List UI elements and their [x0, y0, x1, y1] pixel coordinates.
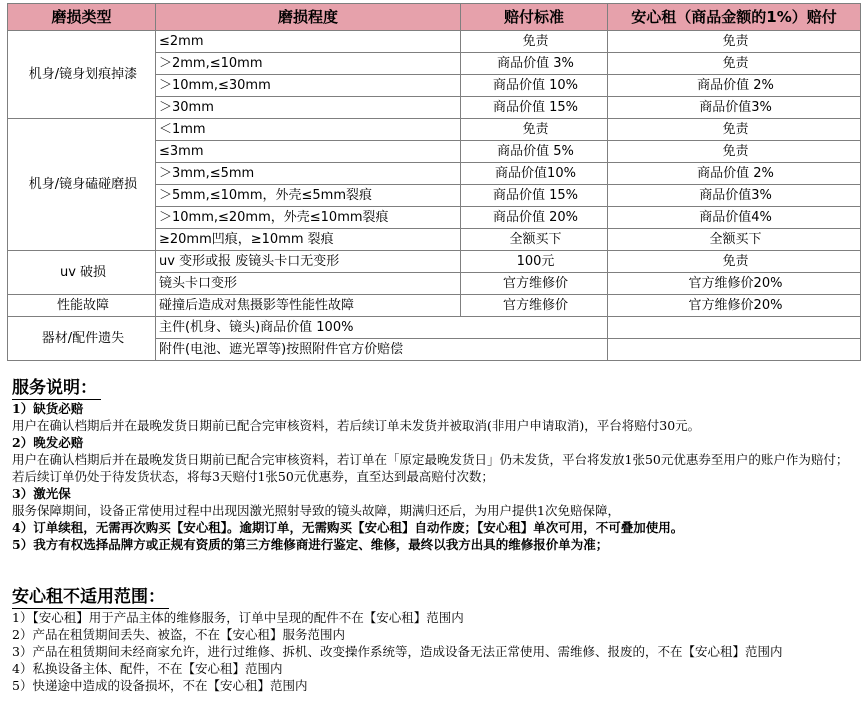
wear-degree-cell: ≤3mm — [156, 141, 461, 163]
wear-degree-cell: ≥20mm凹痕，≥10mm 裂痕 — [156, 229, 461, 251]
table-header-row — [8, 4, 861, 31]
standard-cell: 商品价值 20% — [461, 207, 608, 229]
anxinzu-cell: 官方维修价20% — [608, 295, 861, 317]
anxinzu-cell: 官方维修价20% — [608, 273, 861, 295]
wear-type-cell: uv 破损 — [8, 251, 156, 295]
anxinzu-cell: 免责 — [608, 31, 861, 53]
scope-line: 3）产品在租赁期间未经商家允许，进行过维修、拆机、改变操作系统等，造成设备无法正常使用、需维修、报废的，不在【安心租】范围内 — [12, 644, 783, 659]
wear-degree-cell: ＞30mm — [156, 97, 461, 119]
header-wear-degree: 磨损程度 — [156, 4, 461, 31]
wear-degree-cell: ＞2mm,≤10mm — [156, 53, 461, 75]
standard-cell: 官方维修价 — [461, 295, 608, 317]
scope-line: 5）快递途中造成的设备损坏，不在【安心租】范围内 — [12, 678, 308, 693]
anxinzu-cell: 商品价值4% — [608, 207, 861, 229]
wear-degree-cell: ＞5mm,≤10mm，外壳≤5mm裂痕 — [156, 185, 461, 207]
scope-title: 安心租不适用范围： — [12, 587, 169, 609]
service-lines — [12, 400, 852, 553]
scope-line: 2）产品在租赁期间丢失、被盗，不在【安心租】服务范围内 — [12, 627, 345, 642]
service-line: 3）激光保 — [12, 486, 71, 501]
service-line: 4）订单续租，无需再次购买【安心租】。逾期订单，无需购买【安心租】自动作废；【安心租】单次可用，不可叠加使用。 — [12, 520, 684, 535]
wear-type-cell: 器材/配件遗失 — [8, 317, 156, 361]
anxinzu-cell: 商品价值3% — [608, 97, 861, 119]
standard-cell: 商品价值10% — [461, 163, 608, 185]
header-wear-type: 磨损类型 — [8, 4, 156, 31]
anxinzu-cell: 全额买下 — [608, 229, 861, 251]
wear-degree-cell: uv 变形或报 废镜头卡口无变形 — [156, 251, 461, 273]
anxinzu-cell — [608, 339, 861, 361]
wear-degree-cell: 镜头卡口变形 — [156, 273, 461, 295]
service-line: 5）我方有权选择品牌方或正规有资质的第三方维修商进行鉴定、维修，最终以我方出具的维修报价单为准； — [12, 537, 609, 552]
table-row — [8, 317, 861, 339]
header-anxinzu-compensation: 安心租（商品金额的1%）赔付 — [608, 4, 861, 31]
service-line: 2）晚发必赔 — [12, 435, 84, 450]
anxinzu-cell — [608, 317, 861, 339]
compensation-table — [7, 3, 861, 361]
wear-degree-cell: ＞10mm,≤20mm，外壳≤10mm裂痕 — [156, 207, 461, 229]
standard-cell: 商品价值 5% — [461, 141, 608, 163]
anxinzu-cell: 免责 — [608, 141, 861, 163]
anxinzu-cell: 商品价值 2% — [608, 163, 861, 185]
wear-degree-cell: 主件(机身、镜头)商品价值 100% — [156, 317, 608, 339]
anxinzu-cell: 免责 — [608, 53, 861, 75]
standard-cell: 100元 — [461, 251, 608, 273]
anxinzu-cell: 免责 — [608, 251, 861, 273]
table-row — [8, 119, 861, 141]
standard-cell: 官方维修价 — [461, 273, 608, 295]
wear-degree-cell: 附件(电池、遮光罩等)按照附件官方价赔偿 — [156, 339, 608, 361]
standard-cell: 免责 — [461, 119, 608, 141]
wear-degree-cell: ＞10mm,≤30mm — [156, 75, 461, 97]
table-row — [8, 31, 861, 53]
standard-cell: 商品价值 15% — [461, 97, 608, 119]
service-line: 用户在确认档期后并在最晚发货日期前已配合完审核资料，若后续订单未发货并被取消(非用户申请取消)，平台将赔付30元。 — [12, 418, 701, 433]
wear-degree-cell: ＞3mm,≤5mm — [156, 163, 461, 185]
wear-type-cell: 机身/镜身磕碰磨损 — [8, 119, 156, 251]
table-row — [8, 295, 861, 317]
service-line: 1）缺货必赔 — [12, 401, 84, 416]
wear-type-cell: 性能故障 — [8, 295, 156, 317]
service-line: 服务保障期间，设备正常使用过程中出现因激光照射导致的镜头故障，期满归还后，为用户提供1次免赔保障， — [12, 503, 620, 518]
wear-type-cell: 机身/镜身划痕掉漆 — [8, 31, 156, 119]
scope-line: 4）私换设备主体、配件，不在【安心租】范围内 — [12, 661, 283, 676]
scope-lines — [12, 609, 852, 694]
header-compensation-standard: 赔付标准 — [461, 4, 608, 31]
standard-cell: 全额买下 — [461, 229, 608, 251]
anxinzu-cell: 商品价值 2% — [608, 75, 861, 97]
standard-cell: 免责 — [461, 31, 608, 53]
service-line: 用户在确认档期后并在最晚发货日期前已配合完审核资料，若订单在「原定最晚发货日」仍未发货，平台将发放1张50元优惠券至用户的账户作为赔付；若后续订单仍处于待发货状态，将每3天赔付1张50元优惠券，直至达到最高赔付次数； — [12, 452, 849, 484]
service-title: 服务说明： — [12, 378, 101, 400]
wear-degree-cell: ＜1mm — [156, 119, 461, 141]
table-body — [8, 31, 861, 361]
wear-degree-cell: ≤2mm — [156, 31, 461, 53]
scope-section — [12, 587, 852, 694]
standard-cell: 商品价值 3% — [461, 53, 608, 75]
table-row — [8, 251, 861, 273]
anxinzu-cell: 商品价值3% — [608, 185, 861, 207]
wear-degree-cell: 碰撞后造成对焦摄影等性能性故障 — [156, 295, 461, 317]
scope-line: 1）【安心租】用于产品主体的维修服务，订单中呈现的配件不在【安心租】范围内 — [12, 610, 464, 625]
standard-cell: 商品价值 15% — [461, 185, 608, 207]
anxinzu-cell: 免责 — [608, 119, 861, 141]
service-section — [12, 378, 852, 553]
standard-cell: 商品价值 10% — [461, 75, 608, 97]
